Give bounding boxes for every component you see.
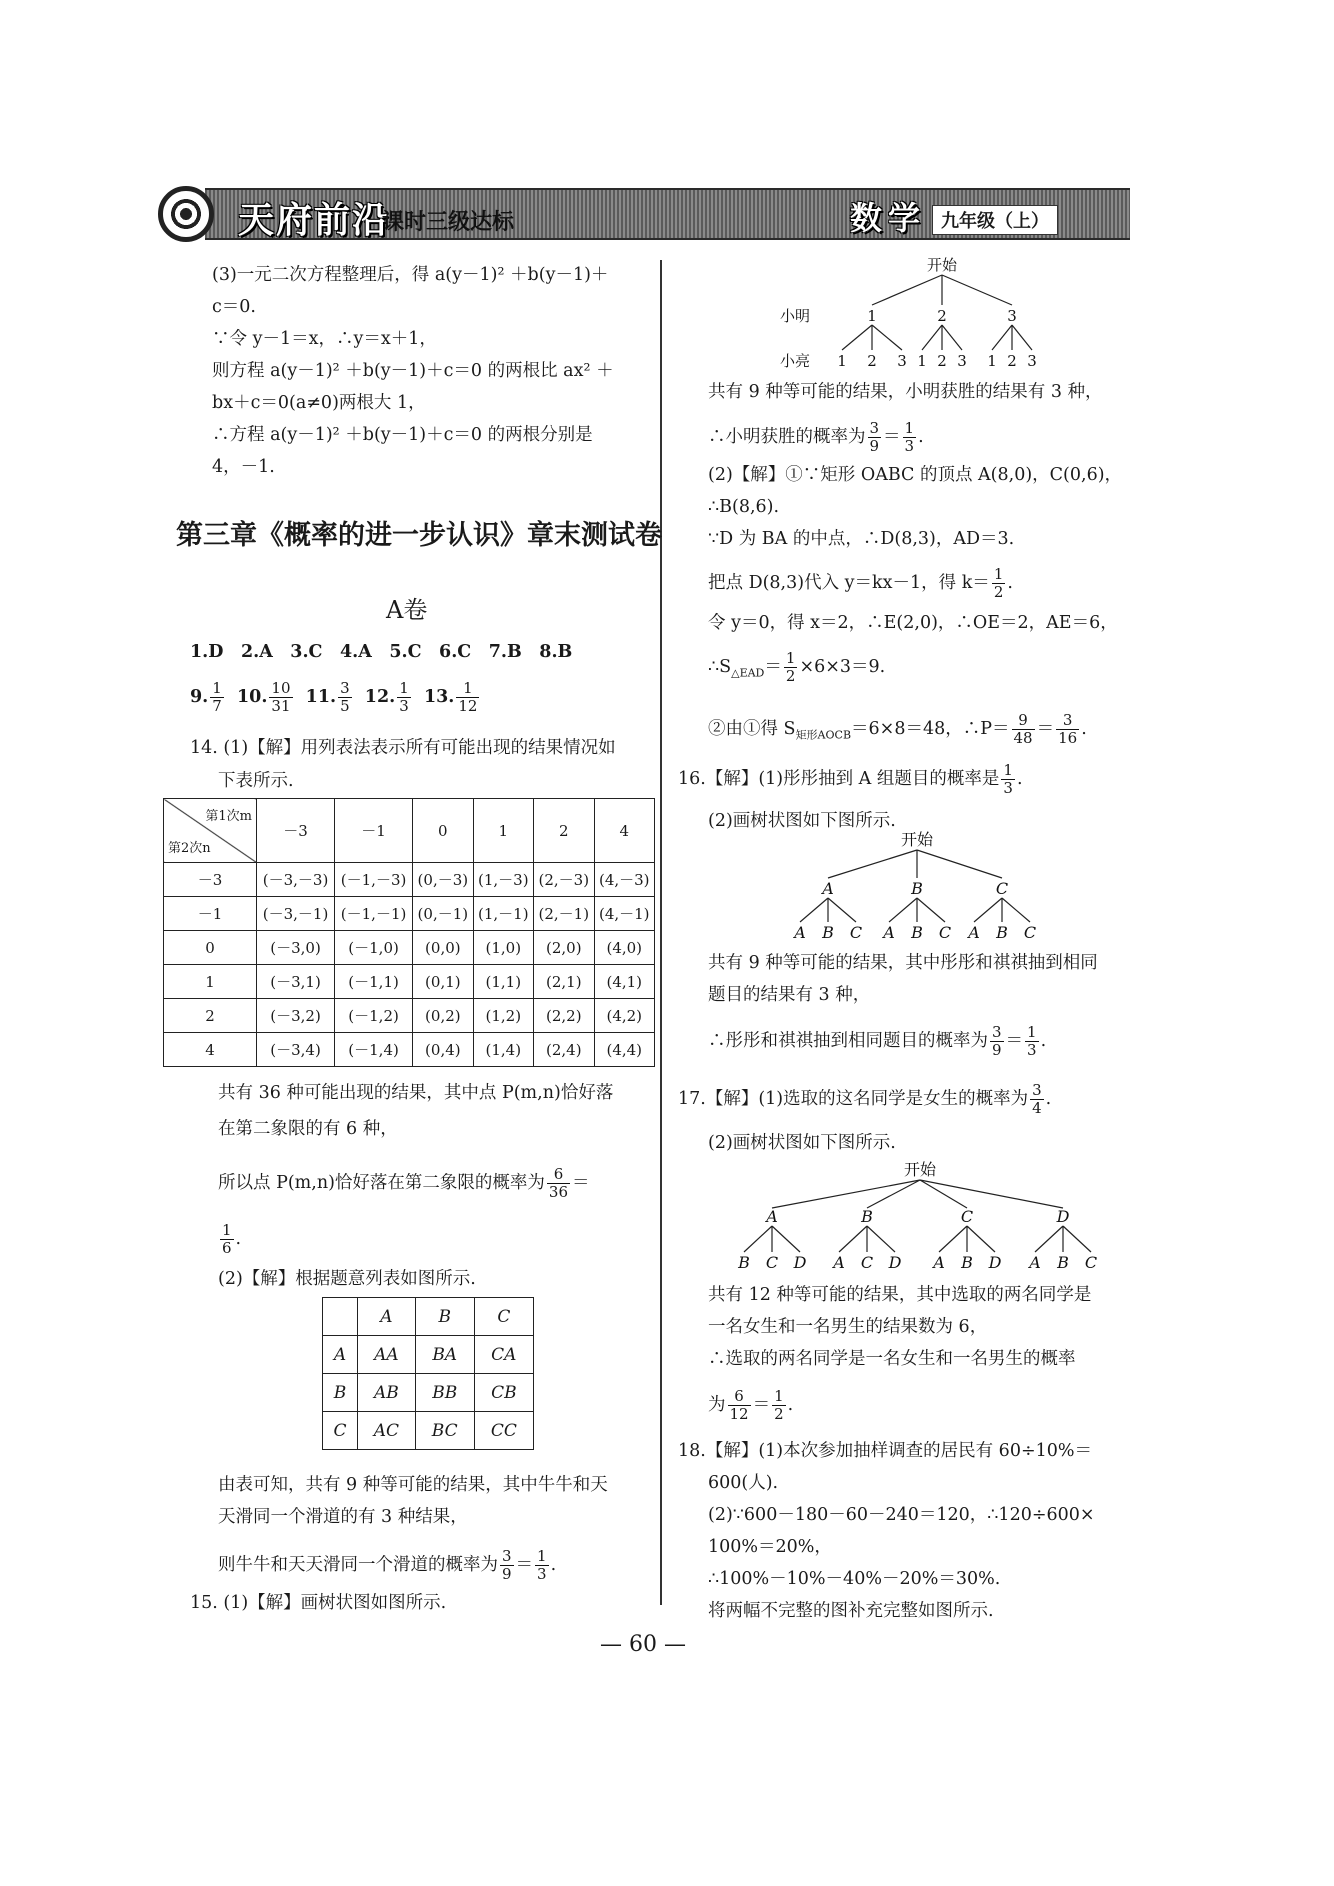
text-line: 15. (1)【解】画树状图如图所示. [190,1593,447,1613]
row-header: 4 [164,1033,257,1067]
fraction: $\frac{1}{2}$ [993,565,1004,601]
tree-leaf: A [883,923,895,942]
tree-leaf: C [860,1253,874,1272]
table-cell: BA [415,1336,474,1374]
table-cell: (1,－1) [473,897,533,931]
text-line: 在第二象限的有 6 种， [218,1119,398,1139]
table-cell: (1,1) [473,965,533,999]
text-line: ∴小明获胜的概率为 $\frac{3}{9}$ ＝ $\frac{1}{3}$ . [708,419,924,455]
grade-badge: 九年级（上） [932,205,1058,235]
table-cell: (－3,－1) [257,897,335,931]
table-cell: AB [358,1374,416,1412]
brand-title: 天府前沿 [238,200,391,241]
tree-leaf: C [938,923,952,942]
fraction: $\frac{1}{7}$ [212,679,222,715]
text-line: 则牛牛和天天滑同一个滑道的概率为 $\frac{3}{9}$ ＝ $\frac{1}{3}$ . [218,1547,557,1583]
tree-leaf: A [933,1253,945,1272]
tree-leaf: 1 [987,352,997,370]
row-header: C [323,1412,358,1450]
table-cell: (1,0) [473,931,533,965]
text-line: ②由①得 $S_{矩形AOCB}=6\times 8=48$，∴P＝ $\frac{9}{48}$ ＝ $\frac{3}{16}$ . [708,711,1087,747]
tree-leaf: 3 [897,352,907,370]
row-header: 1 [164,965,257,999]
column-divider [660,260,662,1605]
table-cell: (0,－3) [413,863,473,897]
table-row [164,999,655,1033]
fraction: $\frac{1}{6}$ [222,1221,232,1257]
tree-leaf: A [833,1253,845,1272]
text-line: (2)∵600－180－60－240＝120，∴120÷600× [708,1505,1095,1525]
col-header: C [474,1298,533,1336]
text-line: 共有 9 种等可能的结果，小明获胜的结果有 3 种， [708,382,1103,402]
tree-leaf: B [961,1253,973,1272]
table-cell: (2,－1) [534,897,594,931]
tree-root: 开始 [903,1160,937,1179]
tree-leaf: D [888,1253,902,1272]
q-number: 12. [364,687,396,707]
text-line: (2)画树状图如下图所示. [708,1133,896,1153]
text-line: (2)【解】根据题意列表如图所示. [218,1269,476,1289]
table-row [164,931,655,965]
table-cell: (2,0) [534,931,594,965]
fraction: $\frac{1}{12}$ [458,679,478,715]
tree-leaf: C [849,923,863,942]
table-row [164,897,655,931]
col-header: 2 [534,799,594,863]
row-header: 2 [164,999,257,1033]
tree-leaf: D [988,1253,1002,1272]
table-cell: (－3,4) [257,1033,335,1067]
tree-leaf: C [1023,923,1037,942]
text-line: 100%＝20%， [708,1537,832,1557]
text-line: 天滑同一个滑道的有 3 种结果， [218,1507,468,1527]
table-cell: BB [415,1374,474,1412]
fraction: $\frac{10}{31}$ [271,679,291,715]
col-header: B [415,1298,474,1336]
table-cell: (4,0) [594,931,655,965]
text-line: 17.【解】(1)选取的这名同学是女生的概率为 $\frac{3}{4}$ . [678,1081,1052,1117]
fraction: $\frac{1}{3}$ [1003,761,1013,797]
tree-node: B [911,879,923,898]
volume-title: A卷 [386,596,428,624]
tree-node: D [1056,1207,1070,1226]
fraction: $\frac{1}{3}$ [904,419,915,455]
fraction: $\frac{1}{2}$ [774,1387,784,1423]
text-line: (3)一元二次方程整理后，得 a(y－1)² ＋b(y－1)＋ [212,265,609,285]
text-line: 600(人). [708,1473,779,1493]
tree-diagram-2 [780,830,1070,945]
text-line: 共有 36 种可能出现的结果，其中点 P(m,n)恰好落 [218,1083,614,1103]
text-line: c＝0. [212,297,256,317]
target-logo-icon [158,186,214,242]
chapter-title: 第三章《概率的进一步认识》章末测试卷 [176,520,662,551]
outcome-table [163,798,655,1067]
col-header: 4 [594,799,655,863]
text-line: $\frac{1}{6}$ . [222,1221,242,1257]
col-header: A [358,1298,416,1336]
tree-leaf: A [794,923,806,942]
answers-fraction-row [190,680,481,715]
page-number: — 60 — [600,1632,686,1657]
fraction: $\frac{6}{36}$ [548,1165,569,1201]
q-number: 10. [236,687,268,707]
tree-leaf: D [793,1253,807,1272]
text-line: 将两幅不完整的图补充完整如图所示. [708,1601,994,1621]
tree-leaf: C [765,1253,779,1272]
col-header: －3 [257,799,335,863]
tree-leaf: A [1029,1253,1041,1272]
row-header: 0 [164,931,257,965]
table-cell: (－3,1) [257,965,335,999]
tree-root: 开始 [926,256,958,274]
table-cell: (2,1) [534,965,594,999]
text-line: ∴B(8,6). [708,497,780,517]
table-cell: (4,－3) [594,863,655,897]
tree-diagram-1 [770,255,1080,375]
table-cell: (1,2) [473,999,533,1033]
table-cell: (－1,1) [335,965,413,999]
table-cell: (－1,4) [335,1033,413,1067]
row-header: B [323,1374,358,1412]
tree-leaf: 1 [837,352,847,370]
tree-leaf: B [1057,1253,1069,1272]
table-cell: CA [474,1336,533,1374]
fraction: $\frac{1}{2}$ [785,649,796,685]
fraction: $\frac{3}{16}$ [1058,711,1078,747]
tree-node: B [861,1207,873,1226]
text-line: 由表可知，共有 9 种等可能的结果，其中牛牛和天 [218,1475,608,1495]
text-line: 18.【解】(1)本次参加抽样调查的居民有 60÷10%＝ [678,1441,1093,1461]
table-row [164,965,655,999]
tree-leaf: B [911,923,923,942]
subject-title: 数学 [850,199,927,237]
text-line: (2)【解】①∵矩形 OABC 的顶点 A(8,0)，C(0,6)， [708,465,1123,485]
tree-node: C [960,1207,974,1226]
fraction: $\frac{3}{4}$ [1032,1081,1042,1117]
text-line: ∴100%－10%－40%－20%＝30%. [708,1569,1001,1589]
tree-node: A [766,1207,778,1226]
text-line: (2)画树状图如下图所示. [708,811,896,831]
tree-level-label: 小亮 [779,352,811,370]
text-line: 把点 D(8,3)代入 y＝kx－1，得 k＝ $\frac{1}{2}$ . [708,565,1013,601]
text-line: ∵D 为 BA 的中点，∴D(8,3)，AD＝3. [708,529,1015,549]
text-line: 16.【解】(1)彤彤抽到 A 组题目的概率是 $\frac{1}{3}$ . [678,761,1023,797]
text-line: bx＋c＝0(a≠0)两根大 1， [212,393,426,413]
table-cell: (－3,2) [257,999,335,1033]
table-cell: (－3,0) [257,931,335,965]
slide-table [322,1297,534,1450]
tree-leaf: B [738,1253,750,1272]
table-row [323,1412,534,1450]
tree-leaf: 2 [867,352,877,370]
table-cell: (4,4) [594,1033,655,1067]
tree-leaf: B [996,923,1008,942]
q-number: 11. [305,687,337,707]
table-row [323,1336,534,1374]
table-cell: (1,4) [473,1033,533,1067]
series-title: 课时三级达标 [382,210,515,235]
tree-leaf: 3 [957,352,967,370]
fraction: $\frac{3}{9}$ [992,1023,1002,1059]
col-header: 0 [413,799,473,863]
text-line: 令 y＝0，得 x＝2，∴E(2,0)，∴OE＝2，AE＝6， [708,613,1118,633]
q-number: 9. [190,687,209,707]
col-header: 1 [473,799,533,863]
table-row [164,1033,655,1067]
table-cell: AC [358,1412,416,1450]
table-cell: CB [474,1374,533,1412]
text-line: 共有 12 种等可能的结果，其中选取的两名同学是 [708,1285,1092,1305]
tree-node: C [995,879,1009,898]
fraction: $\frac{3}{9}$ [869,419,880,455]
text-line: 4，－1. [212,457,275,477]
fraction: $\frac{6}{12}$ [729,1387,749,1423]
table-corner: 第1次m 第2次n [164,799,257,863]
table-cell: (4,－1) [594,897,655,931]
text-line: 则方程 a(y－1)² ＋b(y－1)＋c＝0 的两根比 ax² ＋ [212,361,614,381]
text-line: ∵令 y－1＝x，∴y＝x＋1， [212,329,437,349]
tree-node: 3 [1007,307,1017,325]
row-header: A [323,1336,358,1374]
table-cell: CC [474,1412,533,1450]
table-cell: (－1,2) [335,999,413,1033]
table-cell: (0,0) [413,931,473,965]
fraction: $\frac{3}{5}$ [340,679,350,715]
tree-leaf: 1 [917,352,927,370]
text-line: 下表所示. [218,771,294,791]
answers-row: 1.D 2.A 3.C 4.A 5.C 6.C 7.B 8.B [190,642,573,662]
tree-diagram-3 [720,1158,1120,1273]
fraction: $\frac{1}{3}$ [399,679,409,715]
text-line: 一名女生和一名男生的结果数为 6， [708,1317,988,1337]
table-row [323,1374,534,1412]
fraction: $\frac{1}{3}$ [537,1547,547,1583]
table-cell: (4,2) [594,999,655,1033]
text-line: 为 $\frac{6}{12}$ ＝ $\frac{1}{2}$ . [708,1387,794,1423]
table-cell: (2,4) [534,1033,594,1067]
table-cell: (0,1) [413,965,473,999]
tree-node: 1 [867,307,877,325]
table-cell: (0,4) [413,1033,473,1067]
text-line: ∴方程 a(y－1)² ＋b(y－1)＋c＝0 的两根分别是 [212,425,593,445]
tree-leaf: C [1084,1253,1098,1272]
tree-level-label: 小明 [779,307,811,325]
tree-node: A [822,879,834,898]
table-cell: (－1,－3) [335,863,413,897]
text-line: 14. (1)【解】用列表法表示所有可能出现的结果情况如 [190,738,616,758]
q-number: 13. [423,687,455,707]
tree-leaf: A [968,923,980,942]
table-cell: (2,2) [534,999,594,1033]
table-cell: (0,－1) [413,897,473,931]
table-cell: BC [415,1412,474,1450]
table-cell: (－1,0) [335,931,413,965]
text-line: ∴彤彤和祺祺抽到相同题目的概率为 $\frac{3}{9}$ ＝ $\frac{1}{3}$ . [708,1023,1047,1059]
text-line: ∴选取的两名同学是一名女生和一名男生的概率 [708,1349,1076,1369]
fraction: $\frac{9}{48}$ [1013,711,1033,747]
table-cell: (4,1) [594,965,655,999]
table-cell: (0,2) [413,999,473,1033]
fraction: $\frac{1}{3}$ [1027,1023,1037,1059]
fraction: $\frac{3}{9}$ [502,1547,512,1583]
table-row [164,863,655,897]
text-line: 题目的结果有 3 种， [708,985,871,1005]
tree-leaf: 2 [937,352,947,370]
tree-node: 2 [937,307,947,325]
table-cell: (2,－3) [534,863,594,897]
table-cell: (－3,－3) [257,863,335,897]
tree-root: 开始 [900,830,934,849]
tree-leaf: B [822,923,834,942]
text-line: 所以点 P(m,n)恰好落在第二象限的概率为 $\frac{6}{36}$ ＝ [218,1165,590,1201]
text-line: 共有 9 种等可能的结果，其中彤彤和祺祺抽到相同 [708,953,1098,973]
table-cell: (－1,－1) [335,897,413,931]
col-header: －1 [335,799,413,863]
row-header: －1 [164,897,257,931]
text-line: $\therefore S_{\triangle EAD}=$ $\frac{1}{2}$ ×6×3＝9. [708,649,886,685]
row-header: －3 [164,863,257,897]
table-cell: AA [358,1336,416,1374]
table-cell: (1,－3) [473,863,533,897]
tree-leaf: 2 [1007,352,1017,370]
tree-leaf: 3 [1027,352,1037,370]
